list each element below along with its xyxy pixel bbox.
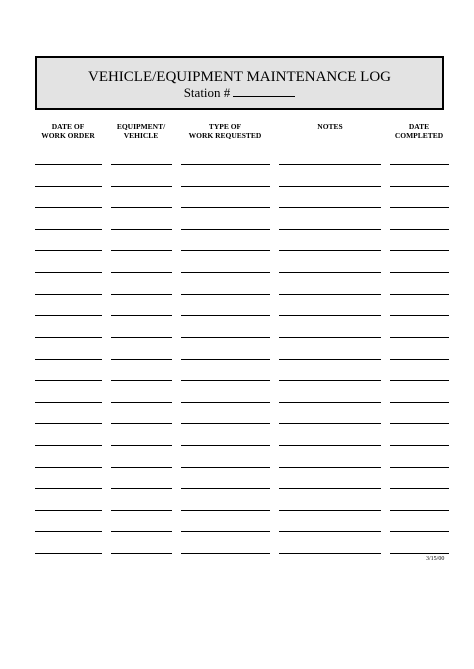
entry-line-date-completed[interactable]: [390, 510, 449, 511]
entry-line-equipment-vehicle[interactable]: [111, 294, 172, 295]
entry-line-notes[interactable]: [279, 186, 381, 187]
entry-line-notes[interactable]: [279, 294, 381, 295]
entry-line-notes[interactable]: [279, 337, 381, 338]
entry-line-equipment-vehicle[interactable]: [111, 510, 172, 511]
title-box: [35, 56, 444, 110]
entry-line-date-completed[interactable]: [390, 186, 449, 187]
entry-line-equipment-vehicle[interactable]: [111, 531, 172, 532]
entry-line-notes[interactable]: [279, 553, 381, 554]
entry-line-date-completed[interactable]: [390, 337, 449, 338]
entry-line-equipment-vehicle[interactable]: [111, 553, 172, 554]
entry-line-equipment-vehicle[interactable]: [111, 359, 172, 360]
entry-line-date-of-work-order[interactable]: [35, 510, 102, 511]
entry-line-date-completed[interactable]: [390, 207, 449, 208]
entry-line-notes[interactable]: [279, 488, 381, 489]
entry-line-equipment-vehicle[interactable]: [111, 380, 172, 381]
entry-line-type-of-work-requested[interactable]: [181, 380, 270, 381]
entry-line-equipment-vehicle[interactable]: [111, 467, 172, 468]
entry-line-date-of-work-order[interactable]: [35, 229, 102, 230]
entry-line-date-completed[interactable]: [390, 272, 449, 273]
entry-line-type-of-work-requested[interactable]: [181, 531, 270, 532]
entry-line-equipment-vehicle[interactable]: [111, 337, 172, 338]
entry-line-date-completed[interactable]: [390, 359, 449, 360]
entry-line-type-of-work-requested[interactable]: [181, 553, 270, 554]
entry-line-type-of-work-requested[interactable]: [181, 488, 270, 489]
entry-line-equipment-vehicle[interactable]: [111, 186, 172, 187]
entry-line-type-of-work-requested[interactable]: [181, 294, 270, 295]
entry-line-notes[interactable]: [279, 467, 381, 468]
entry-line-notes[interactable]: [279, 445, 381, 446]
entry-line-type-of-work-requested[interactable]: [181, 467, 270, 468]
entry-line-date-of-work-order[interactable]: [35, 380, 102, 381]
entry-line-date-of-work-order[interactable]: [35, 250, 102, 251]
entry-line-date-of-work-order[interactable]: [35, 164, 102, 165]
col-header-date-of-work-order: DATE OF WORK ORDER: [41, 122, 95, 140]
entry-line-date-completed[interactable]: [390, 488, 449, 489]
entry-line-date-of-work-order[interactable]: [35, 488, 102, 489]
entry-line-date-of-work-order[interactable]: [35, 359, 102, 360]
entry-line-equipment-vehicle[interactable]: [111, 229, 172, 230]
entry-line-date-completed[interactable]: [390, 445, 449, 446]
entry-line-notes[interactable]: [279, 359, 381, 360]
entry-line-date-of-work-order[interactable]: [35, 186, 102, 187]
entry-line-date-of-work-order[interactable]: [35, 337, 102, 338]
entry-line-date-completed[interactable]: [390, 164, 449, 165]
entry-line-date-completed[interactable]: [390, 250, 449, 251]
entry-line-equipment-vehicle[interactable]: [111, 423, 172, 424]
entry-line-type-of-work-requested[interactable]: [181, 186, 270, 187]
entry-line-date-completed[interactable]: [390, 229, 449, 230]
entry-line-date-completed[interactable]: [390, 553, 449, 554]
entry-line-notes[interactable]: [279, 380, 381, 381]
entry-line-date-completed[interactable]: [390, 315, 449, 316]
entry-line-type-of-work-requested[interactable]: [181, 229, 270, 230]
entry-line-equipment-vehicle[interactable]: [111, 164, 172, 165]
entry-line-date-of-work-order[interactable]: [35, 445, 102, 446]
entry-line-date-of-work-order[interactable]: [35, 207, 102, 208]
entry-line-type-of-work-requested[interactable]: [181, 207, 270, 208]
entry-line-type-of-work-requested[interactable]: [181, 250, 270, 251]
entry-line-date-of-work-order[interactable]: [35, 294, 102, 295]
entry-line-notes[interactable]: [279, 315, 381, 316]
entry-line-type-of-work-requested[interactable]: [181, 272, 270, 273]
revision-date: 3/15/00: [426, 556, 445, 562]
entry-line-date-of-work-order[interactable]: [35, 467, 102, 468]
entry-line-date-of-work-order[interactable]: [35, 531, 102, 532]
entry-line-equipment-vehicle[interactable]: [111, 402, 172, 403]
station-blank-line[interactable]: [233, 86, 295, 97]
entry-line-notes[interactable]: [279, 531, 381, 532]
entry-line-type-of-work-requested[interactable]: [181, 445, 270, 446]
entry-line-type-of-work-requested[interactable]: [181, 402, 270, 403]
entry-line-type-of-work-requested[interactable]: [181, 359, 270, 360]
entry-line-notes[interactable]: [279, 510, 381, 511]
entry-line-type-of-work-requested[interactable]: [181, 164, 270, 165]
entry-line-date-of-work-order[interactable]: [35, 402, 102, 403]
entry-line-date-of-work-order[interactable]: [35, 553, 102, 554]
entry-line-notes[interactable]: [279, 423, 381, 424]
entry-line-date-completed[interactable]: [390, 294, 449, 295]
entry-line-notes[interactable]: [279, 272, 381, 273]
entry-line-date-completed[interactable]: [390, 402, 449, 403]
entry-line-date-of-work-order[interactable]: [35, 272, 102, 273]
entry-line-notes[interactable]: [279, 229, 381, 230]
entry-line-date-completed[interactable]: [390, 467, 449, 468]
col-header-equipment-vehicle: EQUIPMENT/ VEHICLE: [116, 122, 166, 140]
entry-line-date-completed[interactable]: [390, 423, 449, 424]
entry-line-type-of-work-requested[interactable]: [181, 315, 270, 316]
entry-line-date-of-work-order[interactable]: [35, 315, 102, 316]
col-header-date-completed: DATE COMPLETED: [394, 122, 444, 140]
entry-line-equipment-vehicle[interactable]: [111, 207, 172, 208]
station-label: Station #: [183, 85, 231, 100]
entry-line-date-completed[interactable]: [390, 380, 449, 381]
entry-line-type-of-work-requested[interactable]: [181, 337, 270, 338]
entry-line-equipment-vehicle[interactable]: [111, 488, 172, 489]
entry-line-type-of-work-requested[interactable]: [181, 510, 270, 511]
entry-line-notes[interactable]: [279, 164, 381, 165]
form-title: VEHICLE/EQUIPMENT MAINTENANCE LOG: [87, 69, 392, 85]
entry-line-equipment-vehicle[interactable]: [111, 272, 172, 273]
entry-line-notes[interactable]: [279, 207, 381, 208]
entry-line-equipment-vehicle[interactable]: [111, 445, 172, 446]
col-header-notes: NOTES: [317, 122, 343, 131]
entry-line-equipment-vehicle[interactable]: [111, 315, 172, 316]
station-field: [37, 85, 442, 101]
entry-line-date-completed[interactable]: [390, 531, 449, 532]
entry-line-equipment-vehicle[interactable]: [111, 250, 172, 251]
entry-line-notes[interactable]: [279, 250, 381, 251]
entry-line-notes[interactable]: [279, 402, 381, 403]
entry-line-type-of-work-requested[interactable]: [181, 423, 270, 424]
col-header-type-of-work-requested: TYPE OF WORK REQUESTED: [188, 122, 262, 140]
entry-line-date-of-work-order[interactable]: [35, 423, 102, 424]
